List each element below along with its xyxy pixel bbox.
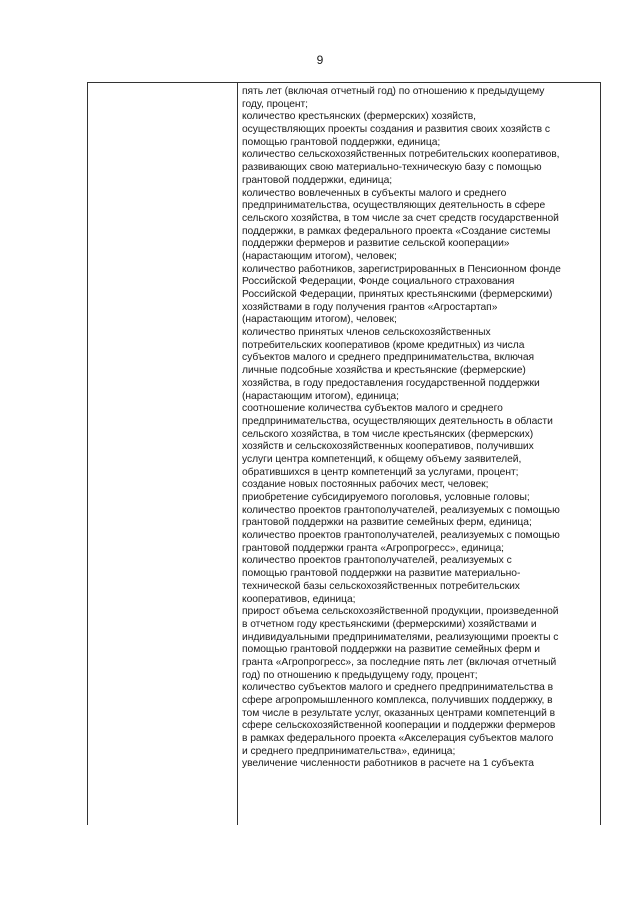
text-line: году, процент; — [242, 98, 308, 110]
table-left-cell — [88, 83, 238, 825]
table-right-cell — [238, 83, 600, 825]
text-line: помощью грантовой поддержки, единица; — [242, 136, 441, 148]
text-line: индивидуальными предпринимателями, реализующими проекты с — [242, 631, 559, 643]
text-line: количество вовлеченных в субъекты малого и среднего — [242, 187, 507, 199]
text-line: гранта «Агропрогресс», за последние пять лет (включая отчетный — [242, 656, 557, 668]
text-line: субъектов малого и среднего предпринимательства, включая — [242, 352, 535, 364]
text-line: сфере сельскохозяйственной кооперации и поддержки фермеров — [242, 720, 556, 732]
text-line: грантовой поддержки на развитие семейных ферм, единица; — [242, 517, 532, 529]
text-line: соотношение количества субъектов малого и среднего — [242, 403, 503, 415]
text-line: пять лет (включая отчетный год) по отношению к предыдущему — [242, 86, 545, 97]
text-line: обратившихся в центр компетенций за услугами, процент; — [242, 466, 519, 478]
text-line: хозяйствами в году получения грантов «Агростартап» — [242, 301, 498, 313]
text-line: хозяйства, в году предоставления государственной поддержки — [242, 377, 540, 389]
text-line: помощью грантовой поддержки на развитие материально- — [242, 568, 521, 580]
text-line: и среднего предпринимательства», единица; — [242, 745, 456, 757]
text-line: создание новых постоянных рабочих мест, человек; — [242, 479, 489, 491]
text-line: в отчетном году крестьянскими (фермерскими) хозяйствами и — [242, 618, 537, 630]
text-line: грантовой поддержки, единица; — [242, 174, 393, 186]
text-line: грантовой поддержки гранта «Агропрогресс», единица; — [242, 542, 504, 554]
text-line: (нарастающим итогом), единица; — [242, 390, 399, 402]
text-line: приобретение субсидируемого поголовья, условные головы; — [242, 492, 530, 503]
text-line: сельского хозяйства, в том числе крестьянских (фермерских) — [242, 428, 534, 440]
text-line: предпринимательства, осуществляющих деятельность в области — [242, 415, 553, 427]
text-line: количество проектов грантополучателей, реализуемых с — [242, 555, 512, 567]
text-line: технической базы сельскохозяйственных потребительских — [242, 580, 520, 592]
text-line: осуществляющих проекты создания и развития своих хозяйств с — [242, 124, 550, 136]
text-line: (нарастающим итогом), человек; — [242, 314, 397, 326]
text-line: сельского хозяйства, в том числе за счет средств государственной — [242, 212, 559, 224]
text-line: количество принятых членов сельскохозяйственных — [242, 327, 491, 339]
text-line: поддержки, в рамках федерального проекта «Создание системы — [242, 225, 551, 237]
text-line: количество проектов грантополучателей, реализуемых с помощью — [242, 530, 560, 542]
text-line: Российской Федерации, Фонде социального страхования — [242, 276, 515, 288]
text-line: поддержки фермеров и развитие сельской кооперации» — [242, 238, 510, 250]
text-line: услуги центра компетенций, к общему объему заявителей, — [242, 453, 522, 465]
text-line: Российской Федерации, принятых крестьянскими (фермерскими) — [242, 289, 553, 300]
text-line: хозяйств и сельскохозяйственных кооперативов, получивших — [242, 441, 534, 453]
text-line: личные подсобные хозяйства и крестьянские (фермерские) — [242, 365, 526, 377]
text-line: количество крестьянских (фермерских) хозяйств, — [242, 111, 476, 123]
text-line: кооперативов, единица; — [242, 593, 356, 605]
text-line: предпринимательства, осуществляющих деятельность в сфере — [242, 200, 546, 212]
document-table — [87, 82, 601, 825]
text-line: развивающих свою материально-техническую базу с помощью — [242, 162, 542, 174]
text-line: количество субъектов малого и среднего предпринимательства в — [242, 682, 554, 694]
text-line: (нарастающим итогом), человек; — [242, 250, 397, 262]
text-line: количество сельскохозяйственных потребительских кооперативов, — [242, 149, 560, 161]
text-line: потребительских кооперативов (кроме кредитных) из числа — [242, 339, 525, 351]
text-line: увеличение численности работников в расчете на 1 субъекта — [242, 758, 534, 770]
text-line: прирост объема сельскохозяйственной продукции, произведенной — [242, 606, 559, 618]
page-number: 9 — [316, 53, 324, 67]
text-line: количество проектов грантополучателей, реализуемых с помощью — [242, 504, 560, 516]
text-line: год) по отношению к предыдущему году, процент; — [242, 669, 478, 681]
text-line: количество работников, зарегистрированных в Пенсионном фонде — [242, 263, 561, 275]
text-line: том числе в результате услуг, оказанных центрами компетенций в — [242, 707, 556, 719]
text-line: помощью грантовой поддержки на развитие семейных ферм и — [242, 644, 541, 656]
text-line: сфере агропромышленного комплекса, получивших поддержку, в — [242, 695, 553, 706]
text-line: в рамках федерального проекта «Акселерация субъектов малого — [242, 733, 554, 745]
